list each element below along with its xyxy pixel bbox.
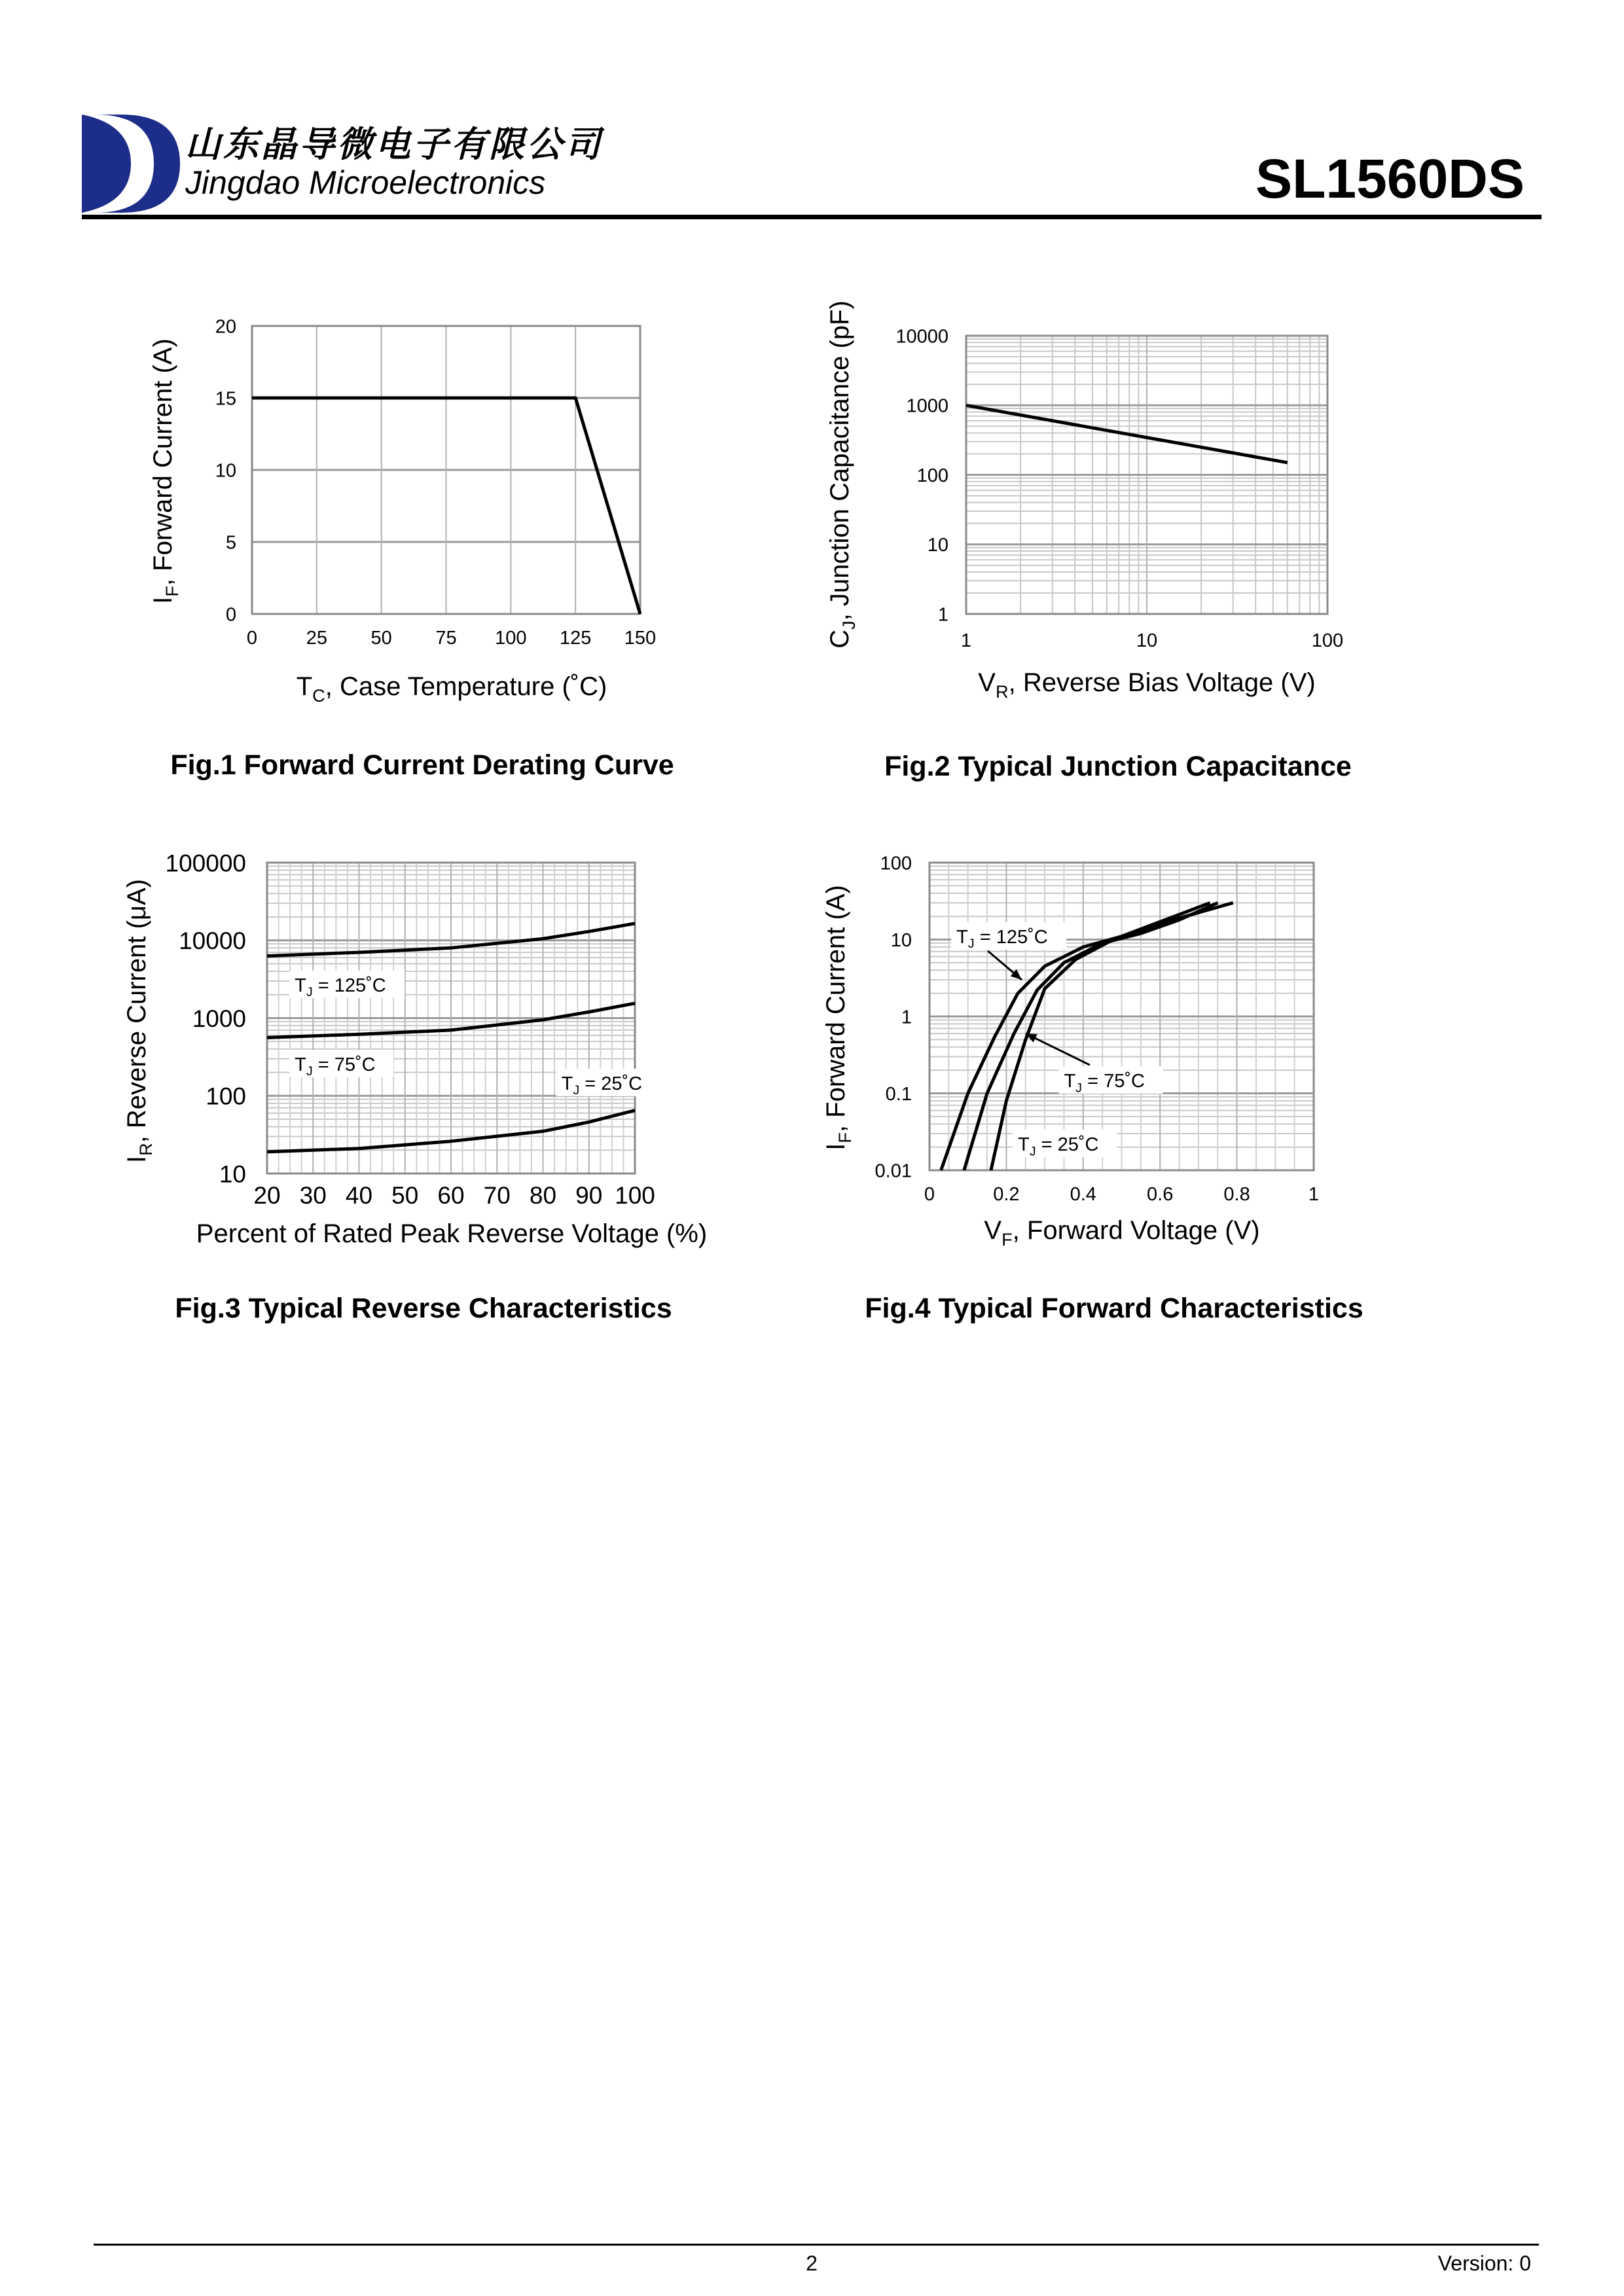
y-tick-label: 10 [219,1160,246,1188]
y-tick-label: 10 [927,535,948,556]
caption-fig4: Fig.4 Typical Forward Characteristics [865,1293,1363,1324]
series-annotation-0: $T_J$ = 125˚C [956,926,1048,952]
x-tick-label: 90 [575,1182,603,1209]
y-axis-label: $I_F$, Forward Current (A) [821,885,855,1151]
x-tick-label: 40 [345,1182,373,1209]
x-tick-label: 0.6 [1147,1184,1174,1205]
x-axis-label: $V_R$, Reverse Bias Voltage (V) [978,668,1316,702]
y-tick-label: 10000 [179,927,246,955]
series-annotation-1: $T_J$ = 75˚C [295,1054,376,1079]
y-tick-label: 100000 [165,850,246,877]
company-name-chinese: 山东晶导微电子有限公司 [185,124,603,165]
y-tick-label: 0.01 [875,1160,912,1182]
x-tick-label: 125 [559,628,592,649]
gridlines [929,863,1314,1170]
x-tick-label: 0 [924,1184,935,1205]
company-name-english: Jingdao Microelectronics [185,164,546,201]
x-tick-label: 30 [299,1182,327,1209]
y-tick-label: 5 [225,532,236,554]
y-tick-label: 1000 [192,1005,246,1032]
x-tick-label: 75 [435,628,457,649]
page-number: 2 [806,2251,818,2275]
y-axis-label: $I_F$, Forward Current (A) [149,338,182,604]
y-tick-label: 10 [890,929,912,951]
x-tick-label: 25 [306,628,327,649]
y-axis-label: $C_J$, Junction Capacitance (pF) [825,300,859,649]
x-axis-label: Percent of Rated Peak Reverse Voltage (%) [196,1219,708,1248]
series-annotation-1: $T_J$ = 75˚C [1064,1071,1145,1096]
y-tick-label: 100 [206,1083,246,1110]
y-tick-label: 10000 [895,326,948,348]
y-tick-label: 0.1 [885,1083,912,1105]
series-annotation-2: $T_J$ = 25˚C [561,1073,643,1098]
x-tick-label: 100 [495,628,527,649]
series-annotation-2: $T_J$ = 25˚C [1018,1134,1099,1159]
y-axis-label: $I_R$, Reverse Current (μA) [122,879,156,1163]
caption-fig1: Fig.1 Forward Current Derating Curve [170,749,674,781]
part-number: SL1560DS [1255,148,1525,209]
x-tick-label: 50 [391,1182,419,1209]
y-tick-label: 100 [916,465,948,486]
version-label: Version: 0 [1437,2251,1531,2275]
x-tick-label: 60 [437,1182,465,1209]
x-tick-label: 10 [1136,630,1158,651]
caption-fig2: Fig.2 Typical Junction Capacitance [884,751,1352,782]
x-tick-label: 50 [370,628,392,649]
x-tick-label: 100 [1311,630,1344,651]
x-axis-label: $T_C$, Case Temperature (˚C) [296,672,607,706]
x-tick-label: 0.8 [1223,1184,1250,1205]
x-tick-label: 1 [960,630,972,651]
y-tick-label: 100 [880,853,912,874]
y-tick-label: 20 [215,316,236,338]
x-tick-label: 1 [1308,1184,1320,1205]
x-tick-label: 0 [246,628,258,649]
x-tick-label: 80 [529,1182,557,1209]
x-tick-label: 0.2 [993,1184,1020,1205]
caption-fig3: Fig.3 Typical Reverse Characteristics [175,1293,672,1324]
x-tick-label: 0.4 [1070,1184,1096,1205]
x-tick-label: 150 [624,628,657,649]
y-tick-label: 10 [215,460,236,482]
x-axis-label: $V_F$, Forward Voltage (V) [984,1216,1260,1249]
y-tick-label: 1 [937,604,948,626]
y-tick-label: 1 [901,1007,912,1028]
y-tick-label: 1000 [906,395,948,417]
footer-divider [94,2244,1539,2246]
x-tick-label: 20 [253,1182,281,1209]
series-annotation-0: $T_J$ = 125˚C [295,975,386,1000]
x-tick-label: 100 [615,1182,655,1209]
x-tick-label: 70 [483,1182,511,1209]
y-tick-label: 15 [215,388,236,410]
y-tick-label: 0 [225,604,236,626]
